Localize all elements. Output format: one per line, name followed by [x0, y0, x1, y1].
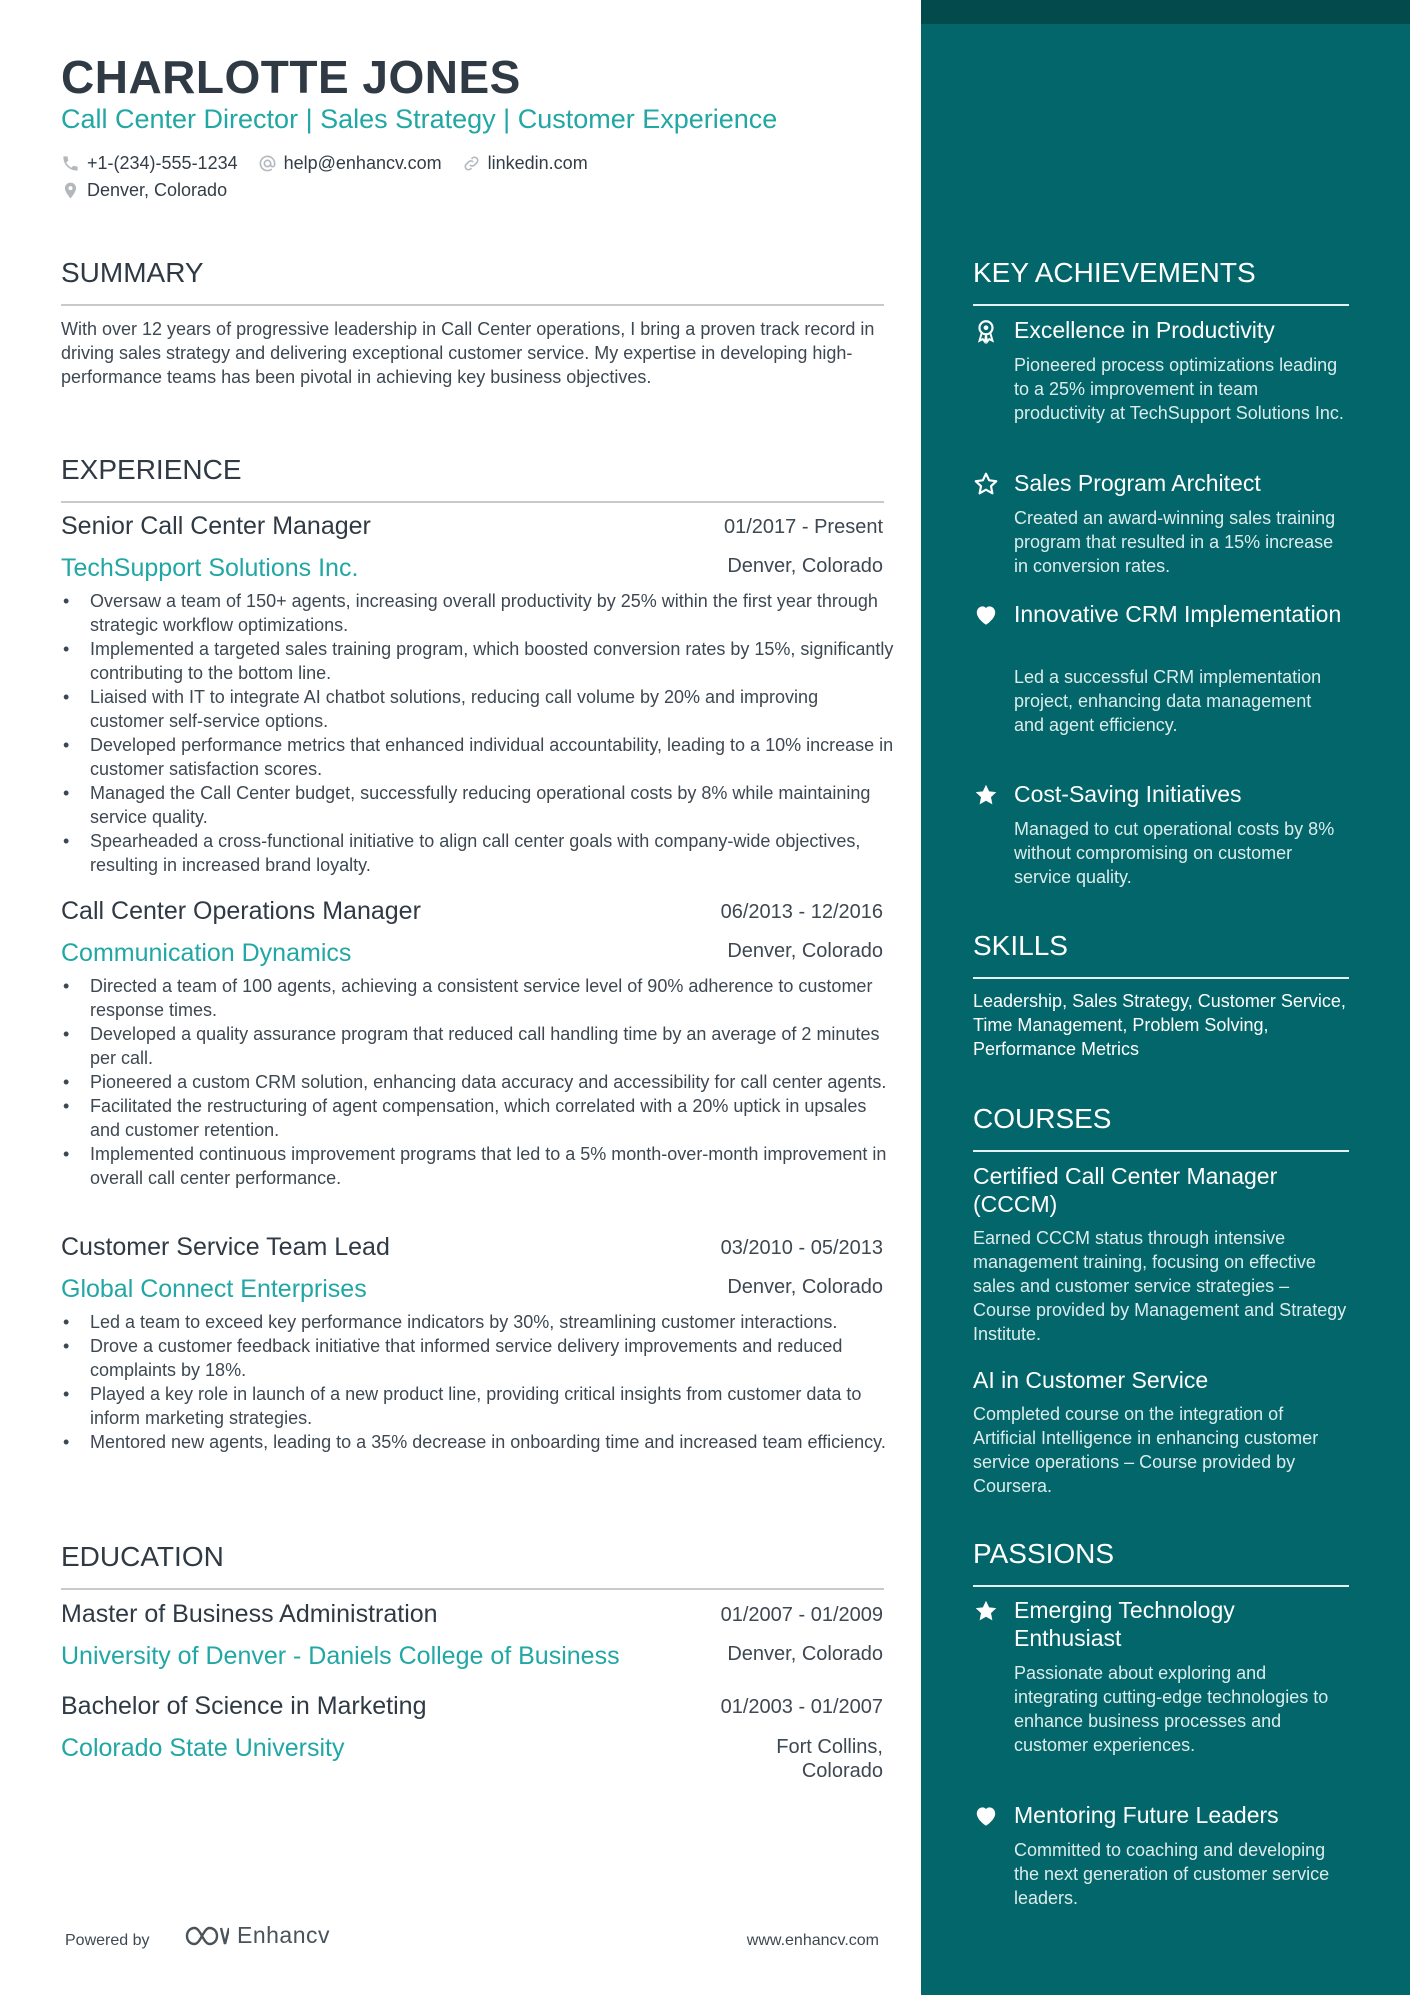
contact-location	[61, 180, 227, 201]
job-bullets	[61, 974, 897, 1190]
achievement-title: Excellence in Productivity	[1014, 317, 1275, 343]
phone-icon	[61, 154, 80, 173]
location-text: Denver, Colorado	[87, 180, 228, 200]
degree-title: Bachelor of Science in Marketing	[61, 1692, 427, 1720]
enhancv-logo[interactable]	[183, 1922, 330, 1949]
achievement-title: Cost-Saving Initiatives	[1014, 781, 1242, 807]
bullet-item: • Drove a customer feedback initiative that informed service delivery improvements and reduced complaints by 18%.	[61, 1334, 897, 1382]
school-name[interactable]: Colorado State University	[61, 1734, 345, 1762]
skills-heading: SKILLS	[973, 930, 1068, 961]
contact-phone[interactable]	[61, 153, 238, 174]
course-desc: Completed course on the integration of Artificial Intelligence in enhancing customer service operations – Course provided by Coursera.	[973, 1404, 1319, 1496]
bullet-item: • Led a team to exceed key performance indicators by 30%, streamlining customer interactions.	[61, 1310, 897, 1334]
bullet-item: • Implemented a targeted sales training program, which boosted conversion rates by 15%, significantly contributing to the bottom line.	[61, 637, 897, 685]
job-dates: 06/2013 - 12/2016	[720, 901, 883, 923]
experience-divider	[61, 501, 884, 503]
passion-desc: Passionate about exploring and integrating cutting-edge technologies to enhance business processes and customer experiences.	[1014, 1663, 1329, 1755]
bullet-item: • Directed a team of 100 agents, achieving a consistent service level of 90% adherence to customer response times.	[61, 974, 897, 1022]
star-icon	[973, 782, 999, 808]
summary-divider	[61, 304, 884, 306]
bullet-item: • Spearheaded a cross-functional initiative to align call center goals with company-wide objectives, resulting in increased brand loyalty.	[61, 829, 897, 877]
passion-title: Mentoring Future Leaders	[1014, 1802, 1279, 1828]
bullet-item: • Developed performance metrics that enhanced individual accountability, leading to a 10% increase in customer satisfaction scores.	[61, 733, 897, 781]
star-icon	[973, 1598, 999, 1624]
achievements-divider	[973, 304, 1349, 306]
heart-icon	[973, 1803, 999, 1829]
candidate-headline: Call Center Director | Sales Strategy | Customer Experience	[61, 104, 778, 134]
achievement-desc: Managed to cut operational costs by 8% without compromising on customer service quality.	[1014, 819, 1335, 887]
enhancv-logo-icon	[183, 1923, 229, 1949]
enhancv-brand-text: Enhancv	[237, 1922, 331, 1948]
bullet-item: • Managed the Call Center budget, successfully reducing operational costs by 8% while maintaining service quality.	[61, 781, 897, 829]
job-company[interactable]: TechSupport Solutions Inc.	[61, 554, 359, 582]
course-title: Certified Call Center Manager (CCCM)	[973, 1163, 1278, 1217]
courses-divider	[973, 1150, 1349, 1152]
footer-url[interactable]: www.enhancv.com	[746, 1932, 879, 1949]
achievement-desc: Led a successful CRM implementation project, enhancing data management and agent efficiency.	[1014, 667, 1322, 735]
degree-dates: 01/2007 - 01/2009	[720, 1604, 883, 1626]
star-outline-icon	[973, 471, 999, 497]
job-company[interactable]: Communication Dynamics	[61, 939, 352, 967]
job-location: Denver, Colorado	[727, 555, 883, 577]
course-desc: Earned CCCM status through intensive management training, focusing on effective sales and customer service strategies – Course provided by Management and Strategy Institute.	[973, 1228, 1347, 1344]
achievement-title: Innovative CRM Implementation	[1014, 601, 1342, 627]
achievement-title: Sales Program Architect	[1014, 470, 1261, 496]
job-bullets	[61, 1310, 897, 1454]
at-icon	[258, 154, 277, 173]
job-title: Call Center Operations Manager	[61, 897, 421, 925]
job-dates: 03/2010 - 05/2013	[720, 1237, 883, 1259]
bullet-item: • Played a key role in launch of a new product line, providing critical insights from customer data to inform marketing strategies.	[61, 1382, 897, 1430]
job-bullets	[61, 589, 897, 877]
contact-row	[61, 153, 608, 174]
contact-email[interactable]	[258, 153, 442, 174]
degree-title: Master of Business Administration	[61, 1600, 438, 1628]
bullet-item: • Mentored new agents, leading to a 35% decrease in onboarding time and increased team efficiency.	[61, 1430, 897, 1454]
degree-dates: 01/2003 - 01/2007	[720, 1696, 883, 1718]
passion-desc: Committed to coaching and developing the next generation of customer service leaders.	[1014, 1840, 1330, 1908]
bullet-item: • Liaised with IT to integrate AI chatbot solutions, reducing call volume by 20% and improving customer self-service options.	[61, 685, 897, 733]
bullet-item: • Developed a quality assurance program that reduced call handling time by an average of 2 minutes per call.	[61, 1022, 897, 1070]
education-divider	[61, 1588, 884, 1590]
bullet-item: • Oversaw a team of 150+ agents, increasing overall productivity by 25% within the first year through strategic workflow optimizations.	[61, 589, 897, 637]
link-icon	[462, 154, 481, 173]
job-location: Denver, Colorado	[727, 940, 883, 962]
bullet-item: • Implemented continuous improvement programs that led to a 5% month-over-month improvement in overall call center performance.	[61, 1142, 897, 1190]
contact-linkedin[interactable]	[462, 153, 588, 174]
job-location: Denver, Colorado	[727, 1276, 883, 1298]
achievements-heading: KEY ACHIEVEMENTS	[973, 257, 1256, 288]
job-title: Customer Service Team Lead	[61, 1233, 390, 1261]
passion-title: Emerging Technology Enthusiast	[1014, 1597, 1235, 1651]
passions-divider	[973, 1585, 1349, 1587]
job-company[interactable]: Global Connect Enterprises	[61, 1275, 367, 1303]
linkedin-text: linkedin.com	[487, 153, 588, 173]
passions-heading: PASSIONS	[973, 1538, 1115, 1569]
location-pin-icon	[61, 181, 80, 200]
skills-divider	[973, 977, 1349, 979]
school-location: Fort Collins, Colorado	[776, 1736, 883, 1782]
sidebar-top-band	[921, 0, 1410, 24]
summary-heading: SUMMARY	[61, 257, 204, 288]
achievement-desc: Created an award-winning sales training program that resulted in a 15% increase in conversion rates.	[1014, 508, 1336, 576]
education-heading: EDUCATION	[61, 1541, 224, 1572]
bullet-item: • Pioneered a custom CRM solution, enhancing data accuracy and accessibility for call center agents.	[61, 1070, 897, 1094]
candidate-name: CHARLOTTE JONES	[61, 51, 521, 103]
job-dates: 01/2017 - Present	[724, 516, 883, 538]
achievement-desc: Pioneered process optimizations leading to a 25% improvement in team productivity at TechSupport Solutions Inc.	[1014, 355, 1344, 423]
email-text: help@enhancv.com	[283, 153, 442, 173]
courses-heading: COURSES	[973, 1103, 1112, 1134]
course-title: AI in Customer Service	[973, 1367, 1209, 1393]
powered-by-label: Powered by	[65, 1932, 150, 1949]
location-row	[61, 180, 247, 201]
heart-icon	[973, 602, 999, 628]
award-icon	[973, 318, 999, 344]
school-location: Denver, Colorado	[727, 1643, 883, 1665]
summary-text: With over 12 years of progressive leadership in Call Center operations, I bring a proven track record in driving sales strategy and delivering exceptional customer service. My expertise in developing high-performance teams has been pivotal in achieving key business objectives.	[61, 319, 875, 387]
experience-heading: EXPERIENCE	[61, 454, 242, 485]
skills-text: Leadership, Sales Strategy, Customer Service, Time Management, Problem Solving, Performance Metrics	[973, 991, 1346, 1059]
bullet-item: • Facilitated the restructuring of agent compensation, which correlated with a 20% uptick in upsales and customer retention.	[61, 1094, 897, 1142]
school-name[interactable]: University of Denver - Daniels College of Business	[61, 1642, 620, 1670]
phone-text: +1-(234)-555-1234	[87, 153, 238, 173]
job-title: Senior Call Center Manager	[61, 512, 371, 540]
